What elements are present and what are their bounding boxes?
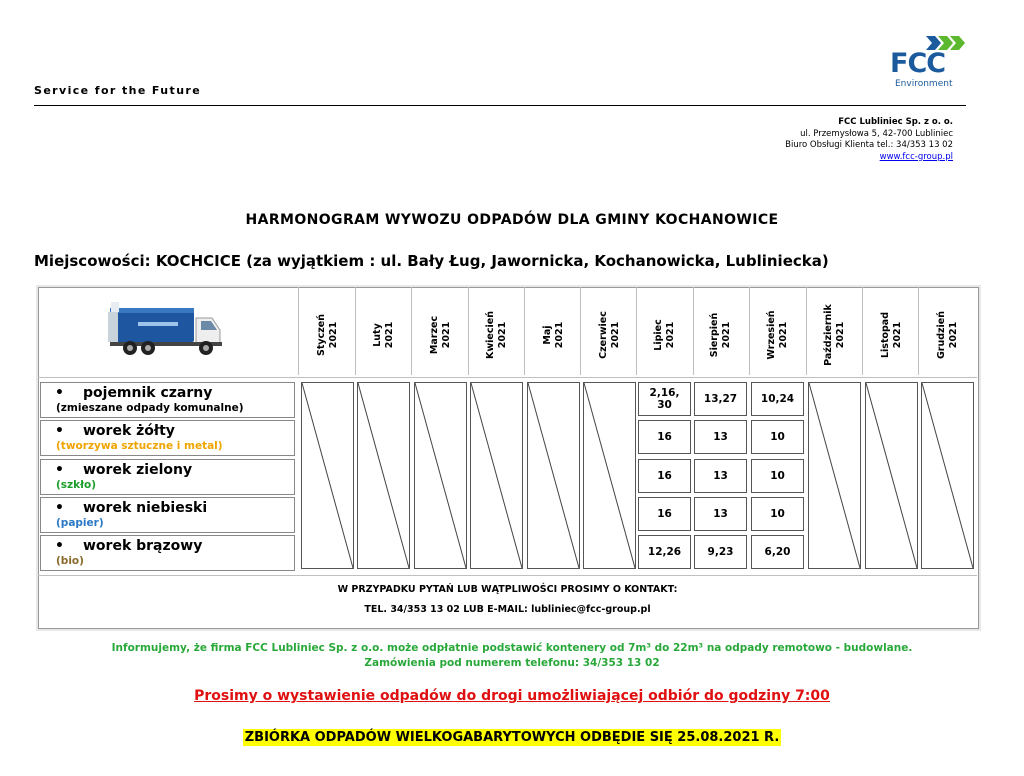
waste-type-name: • pojemnik czarny [55, 385, 213, 401]
pickup-dates-cell: 10 [751, 497, 804, 531]
month-label: Maj 2021 [542, 321, 565, 349]
pickup-dates-cell: 13 [694, 459, 747, 493]
bullet-icon: • [55, 500, 64, 516]
month-header [526, 300, 582, 370]
bullet-icon: • [55, 385, 64, 401]
company-info [785, 117, 953, 163]
month-label: Listopad 2021 [880, 311, 903, 359]
no-pickup-cell [470, 382, 523, 569]
company-address: ul. Przemysłowa 5, 42-700 Lubliniec [800, 128, 953, 139]
company-name: FCC Lubliniec Sp. z o. o. [838, 117, 953, 127]
fcc-logo [888, 36, 968, 92]
containers-order-phone: Zamówienia pod numerem telefonu: 34/353 13 02 [364, 657, 660, 669]
strike-line [922, 383, 973, 568]
month-label: Lipiec 2021 [653, 319, 676, 351]
month-header [582, 300, 638, 370]
bulky-waste-notice: ZBIÓRKA ODPADÓW WIELKOGABARYTOWYCH ODBĘDIE SIĘ 25.08.2021 R. [244, 730, 780, 745]
no-pickup-cell [921, 382, 974, 569]
month-label: Grudzień 2021 [936, 310, 959, 360]
strike-line [584, 383, 635, 568]
pickup-dates-cell: 9,23 [694, 535, 747, 569]
waste-type-label [40, 497, 295, 533]
logo-brand: FCC [890, 48, 946, 79]
waste-type-description: (bio) [56, 555, 84, 567]
pickup-dates-cell: 10 [751, 420, 804, 454]
contact-details: TEL. 34/353 13 02 LUB E-MAIL: lubliniec@fcc-group.pl [364, 604, 651, 615]
pickup-dates-cell: 16 [638, 459, 691, 493]
no-pickup-cell [301, 382, 354, 569]
strike-line [358, 383, 409, 568]
no-pickup-cell [357, 382, 410, 569]
month-header [469, 300, 525, 370]
waste-type-name: • worek żółty [55, 423, 175, 439]
waste-type-description: (tworzywa sztuczne i metal) [56, 440, 223, 452]
strike-diagonal [358, 383, 409, 568]
strike-diagonal [471, 383, 522, 568]
month-label: Wrzesień 2021 [766, 310, 789, 360]
bulky-waste-notice-wrap [0, 726, 1024, 745]
month-header [413, 300, 469, 370]
pickup-dates-cell: 13,27 [694, 382, 747, 416]
strike-line [471, 383, 522, 568]
strike-line [866, 383, 917, 568]
no-pickup-cell [583, 382, 636, 569]
pickup-dates-cell: 16 [638, 420, 691, 454]
pickup-dates-cell: 6,20 [751, 535, 804, 569]
pickup-dates-cell: 13 [694, 420, 747, 454]
month-label: Październik 2021 [823, 304, 846, 366]
garbage-truck-icon [108, 298, 234, 356]
strike-diagonal [809, 383, 860, 568]
strike-diagonal [922, 383, 973, 568]
header-divider [34, 105, 966, 106]
pickup-dates-cell: 2,16, 30 [638, 382, 691, 416]
waste-type-label [40, 382, 295, 418]
no-pickup-cell [414, 382, 467, 569]
month-label: Kwiecień 2021 [485, 311, 508, 359]
month-label: Czerwiec 2021 [598, 311, 621, 359]
pickup-time-notice: Prosimy o wystawienie odpadów do drogi umożliwiającej odbiór do godziny 7:00 [194, 688, 830, 704]
bullet-icon: • [55, 538, 64, 554]
waste-type-label [40, 535, 295, 571]
month-header [807, 300, 863, 370]
row-separator [38, 575, 977, 576]
waste-type-description: (papier) [56, 517, 104, 529]
document-title: HARMONOGRAM WYWOZU ODPADÓW DLA GMINY KOCHANOWICE [245, 212, 779, 228]
strike-diagonal [584, 383, 635, 568]
waste-type-description: (zmieszane odpady komunalne) [56, 402, 244, 414]
no-pickup-cell [527, 382, 580, 569]
places-line: Miejscowości: KOCHCICE (za wyjątkiem : ul. Bały Ług, Jawornicka, Kochanowicka, Lubliniecka) [34, 252, 829, 270]
month-header [356, 300, 412, 370]
waste-type-name: • worek brązowy [55, 538, 203, 554]
month-label: Luty 2021 [372, 321, 395, 349]
containers-notice: Informujemy, że firma FCC Lubliniec Sp. z o.o. może odpłatnie podstawić kontenery od 7m³ do 22m³ na odpady remotowo - budowlane. [111, 642, 913, 654]
month-header [637, 300, 693, 370]
month-label: Styczeń 2021 [316, 314, 339, 356]
tagline: Service for the Future [34, 84, 202, 97]
pickup-dates-cell: 13 [694, 497, 747, 531]
company-phone: Biuro Obsługi Klienta tel.: 34/353 13 02 [785, 140, 953, 150]
pickup-dates-cell: 12,26 [638, 535, 691, 569]
waste-type-label [40, 459, 295, 495]
month-header [920, 300, 976, 370]
strike-diagonal [415, 383, 466, 568]
waste-type-label [40, 420, 295, 456]
waste-type-description: (szkło) [56, 479, 97, 491]
no-pickup-cell [865, 382, 918, 569]
strike-line [528, 383, 579, 568]
company-website-link[interactable]: www.fcc-group.pl [879, 151, 953, 162]
bullet-icon: • [55, 423, 64, 439]
waste-type-name: • worek zielony [55, 462, 193, 478]
logo-subtitle: Environment [895, 79, 953, 89]
strike-diagonal [866, 383, 917, 568]
no-pickup-cell [808, 382, 861, 569]
month-label: Marzec 2021 [429, 315, 452, 355]
strike-line [302, 383, 353, 568]
pickup-dates-cell: 10 [751, 459, 804, 493]
month-label: Sierpień 2021 [709, 312, 732, 358]
column-separator [298, 287, 299, 375]
month-header [750, 300, 806, 370]
strike-diagonal [528, 383, 579, 568]
month-header [300, 300, 356, 370]
waste-type-name: • worek niebieski [55, 500, 208, 516]
contact-heading: W PRZYPADKU PYTAŃ LUB WĄTPLIWOŚCI PROSIMY O KONTAKT: [337, 584, 678, 595]
row-separator [38, 377, 977, 378]
strike-line [415, 383, 466, 568]
bullet-icon: • [55, 462, 64, 478]
month-header [864, 300, 920, 370]
strike-diagonal [302, 383, 353, 568]
month-header [693, 300, 749, 370]
pickup-dates-cell: 16 [638, 497, 691, 531]
pickup-dates-cell: 10,24 [751, 382, 804, 416]
strike-line [809, 383, 860, 568]
